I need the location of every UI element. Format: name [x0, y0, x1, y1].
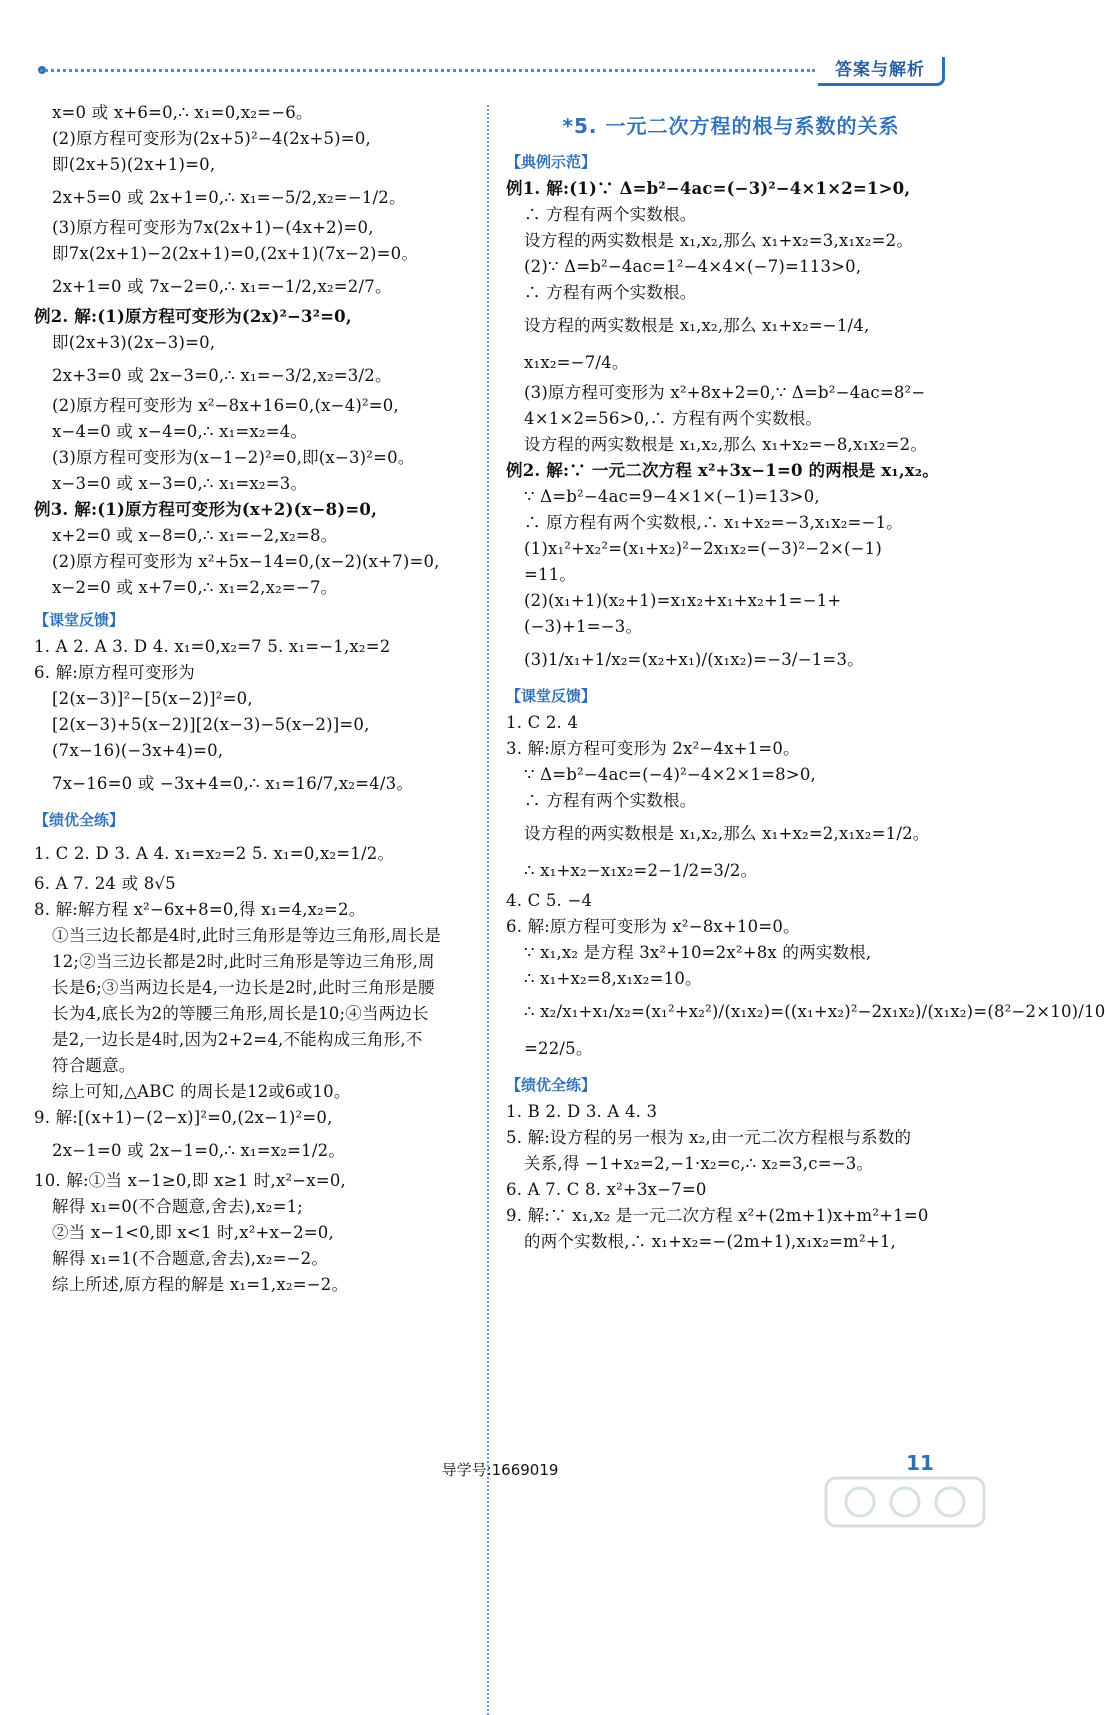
section-badge: 答案与解析	[818, 57, 945, 86]
answer-line: (3)原方程可变形为7x(2x+1)−(4x+2)=0,	[52, 218, 374, 237]
answer-line: 10. 解:①当 x−1≥0,即 x≥1 时,x²−x=0,	[34, 1171, 346, 1190]
answer-line: (3)1/x₁+1/x₂=(x₂+x₁)/(x₁x₂)=−3/−1=3。	[524, 650, 864, 669]
answer-line: 关系,得 −1+x₂=2,−1·x₂=c,∴ x₂=3,c=−3。	[524, 1154, 874, 1173]
answer-line: 1. C 2. D 3. A 4. x₁=x₂=2 5. x₁=0,x₂=1/2。	[34, 844, 395, 863]
answer-line: x−4=0 或 x−4=0,∴ x₁=x₂=4。	[52, 422, 308, 441]
section-title: *5. 一元二次方程的根与系数的关系	[562, 114, 900, 138]
answer-line: ∴ x₁+x₂=8,x₁x₂=10。	[524, 969, 702, 988]
answer-line: 长是6;③当两边长是4,一边长是2时,此时三角形是腰	[52, 978, 435, 997]
answer-line: ∴ 原方程有两个实数根,∴ x₁+x₂=−3,x₁x₂=−1。	[524, 513, 903, 532]
answer-line: =22/5。	[524, 1039, 593, 1058]
answer-line: ∴ 方程有两个实数根。	[524, 791, 697, 810]
example-heading: 例1. 解:(1)∵ Δ=b²−4ac=(−3)²−4×1×2=1>0,	[506, 179, 911, 198]
answer-line: 4. C 5. −4	[506, 891, 593, 910]
answer-line: 综上可知,△ABC 的周长是12或6或10。	[52, 1082, 351, 1101]
answer-line: ∴ 方程有两个实数根。	[524, 205, 697, 224]
answer-line: 1. B 2. D 3. A 4. 3	[506, 1102, 658, 1121]
answer-line: 4×1×2=56>0,∴ 方程有两个实数根。	[524, 409, 823, 428]
answer-line: 设方程的两实数根是 x₁,x₂,那么 x₁+x₂=3,x₁x₂=2。	[524, 231, 914, 250]
answer-line: 即7x(2x+1)−2(2x+1)=0,(2x+1)(7x−2)=0。	[52, 244, 419, 263]
answer-line: [2(x−3)]²−[5(x−2)]²=0,	[52, 689, 253, 708]
page-number: 11	[906, 1451, 934, 1475]
example-heading: 例3. 解:(1)原方程可变形为(x+2)(x−8)=0,	[34, 500, 378, 519]
answer-line: ①当三边长都是4时,此时三角形是等边三角形,周长是	[52, 926, 441, 945]
section-tag: 【典例示范】	[506, 153, 597, 171]
section-tag: 【课堂反馈】	[34, 611, 125, 629]
answer-line: (−3)+1=−3。	[524, 617, 643, 636]
answer-line: (2)原方程可变形为(2x+5)²−4(2x+5)=0,	[52, 129, 371, 148]
answer-line: x+2=0 或 x−8=0,∴ x₁=−2,x₂=8。	[52, 526, 338, 545]
answer-line: ∴ x₂/x₁+x₁/x₂=(x₁²+x₂²)/(x₁x₂)=((x₁+x₂)²−2x₁x₂)/(x₁x₂)=(8²−2×10)/10	[524, 1002, 1105, 1021]
right-column	[506, 100, 1105, 1255]
answer-line: x−2=0 或 x+7=0,∴ x₁=2,x₂=−7。	[52, 578, 338, 597]
answer-line: 1. C 2. 4	[506, 713, 579, 732]
answer-line: (3)原方程可变形为 x²+8x+2=0,∵ Δ=b²−4ac=8²−	[524, 383, 926, 402]
answer-line: 的两个实数根,∴ x₁+x₂=−(2m+1),x₁x₂=m²+1,	[524, 1232, 896, 1251]
answer-line: 设方程的两实数根是 x₁,x₂,那么 x₁+x₂=−8,x₁x₂=2。	[524, 435, 928, 454]
answer-line: 6. A 7. C 8. x²+3x−7=0	[506, 1180, 707, 1199]
guide-code: 导学号:1669019	[441, 1461, 559, 1479]
answer-line: 2x−1=0 或 2x−1=0,∴ x₁=x₂=1/2。	[52, 1141, 346, 1160]
answer-line: 2x+3=0 或 2x−3=0,∴ x₁=−3/2,x₂=3/2。	[52, 366, 392, 385]
section-tag: 【绩优全练】	[34, 811, 125, 829]
watermark-logo	[820, 1470, 990, 1540]
answer-line: 7x−16=0 或 −3x+4=0,∴ x₁=16/7,x₂=4/3。	[52, 774, 414, 793]
answer-line: [2(x−3)+5(x−2)][2(x−3)−5(x−2)]=0,	[52, 715, 370, 734]
answer-line: 综上所述,原方程的解是 x₁=1,x₂=−2。	[52, 1275, 349, 1294]
answer-line: (2)原方程可变形为 x²−8x+16=0,(x−4)²=0,	[52, 396, 399, 415]
answer-line: ∵ Δ=b²−4ac=9−4×1×(−1)=13>0,	[524, 487, 820, 506]
answer-line: 2x+5=0 或 2x+1=0,∴ x₁=−5/2,x₂=−1/2。	[52, 188, 406, 207]
section-tag: 【课堂反馈】	[506, 687, 597, 705]
answer-line: (2)(x₁+1)(x₂+1)=x₁x₂+x₁+x₂+1=−1+	[524, 591, 842, 610]
answer-line: =11。	[524, 565, 577, 584]
answer-line: 6. A 7. 24 或 8√5	[34, 874, 176, 893]
answer-line: (7x−16)(−3x+4)=0,	[52, 741, 224, 760]
answer-line: 5. 解:设方程的另一根为 x₂,由一元二次方程根与系数的	[506, 1128, 912, 1147]
answer-line: ∴ x₁+x₂−x₁x₂=2−1/2=3/2。	[524, 861, 758, 880]
answer-line: 解得 x₁=1(不合题意,舍去),x₂=−2。	[52, 1249, 329, 1268]
answer-line: 即(2x+5)(2x+1)=0,	[52, 155, 216, 174]
answer-line: 是2,一边长是4时,因为2+2=4,不能构成三角形,不	[52, 1030, 423, 1049]
answer-line: 8. 解:解方程 x²−6x+8=0,得 x₁=4,x₂=2。	[34, 900, 366, 919]
answer-line: (2)原方程可变形为 x²+5x−14=0,(x−2)(x+7)=0,	[52, 552, 440, 571]
answer-line: ∴ 方程有两个实数根。	[524, 283, 697, 302]
answer-line: 长为4,底长为2的等腰三角形,周长是10;④当两边长	[52, 1004, 429, 1023]
answer-line: x₁x₂=−7/4。	[524, 353, 629, 372]
answer-line: x−3=0 或 x−3=0,∴ x₁=x₂=3。	[52, 474, 308, 493]
answer-line: 12;②当三边长都是2时,此时三角形是等边三角形,周	[52, 952, 435, 971]
answer-line: 设方程的两实数根是 x₁,x₂,那么 x₁+x₂=−1/4,	[524, 316, 870, 335]
left-column	[34, 100, 480, 1298]
answer-line: 1. A 2. A 3. D 4. x₁=0,x₂=7 5. x₁=−1,x₂=2	[34, 637, 391, 656]
answer-line: 6. 解:原方程可变形为	[34, 663, 195, 682]
answer-line: (3)原方程可变形为(x−1−2)²=0,即(x−3)²=0。	[52, 448, 415, 467]
answer-line: 9. 解:∵ x₁,x₂ 是一元二次方程 x²+(2m+1)x+m²+1=0	[506, 1206, 929, 1225]
answer-line: 即(2x+3)(2x−3)=0,	[52, 333, 216, 352]
answer-line: 3. 解:原方程可变形为 2x²−4x+1=0。	[506, 739, 800, 758]
answer-line: 6. 解:原方程可变形为 x²−8x+10=0。	[506, 917, 800, 936]
header-rule	[40, 69, 815, 72]
answer-line: ②当 x−1<0,即 x<1 时,x²+x−2=0,	[52, 1223, 334, 1242]
answer-line: (2)∵ Δ=b²−4ac=1²−4×4×(−7)=113>0,	[524, 257, 862, 276]
answer-line: 符合题意。	[52, 1056, 136, 1075]
answer-line: 解得 x₁=0(不合题意,舍去),x₂=1;	[52, 1197, 304, 1216]
answer-line: ∵ Δ=b²−4ac=(−4)²−4×2×1=8>0,	[524, 765, 816, 784]
answer-line: ∵ x₁,x₂ 是方程 3x²+10=2x²+8x 的两实数根,	[524, 943, 872, 962]
answer-line: x=0 或 x+6=0,∴ x₁=0,x₂=−6。	[52, 103, 313, 122]
answer-line: 2x+1=0 或 7x−2=0,∴ x₁=−1/2,x₂=2/7。	[52, 277, 392, 296]
example-heading: 例2. 解:(1)原方程可变形为(2x)²−3²=0,	[34, 307, 352, 326]
answer-line: 设方程的两实数根是 x₁,x₂,那么 x₁+x₂=2,x₁x₂=1/2。	[524, 824, 930, 843]
section-tag: 【绩优全练】	[506, 1076, 597, 1094]
answer-line: 9. 解:[(x+1)−(2−x)]²=0,(2x−1)²=0,	[34, 1108, 333, 1127]
answer-line: (1)x₁²+x₂²=(x₁+x₂)²−2x₁x₂=(−3)²−2×(−1)	[524, 539, 882, 558]
example-heading: 例2. 解:∵ 一元二次方程 x²+3x−1=0 的两根是 x₁,x₂。	[506, 461, 939, 480]
